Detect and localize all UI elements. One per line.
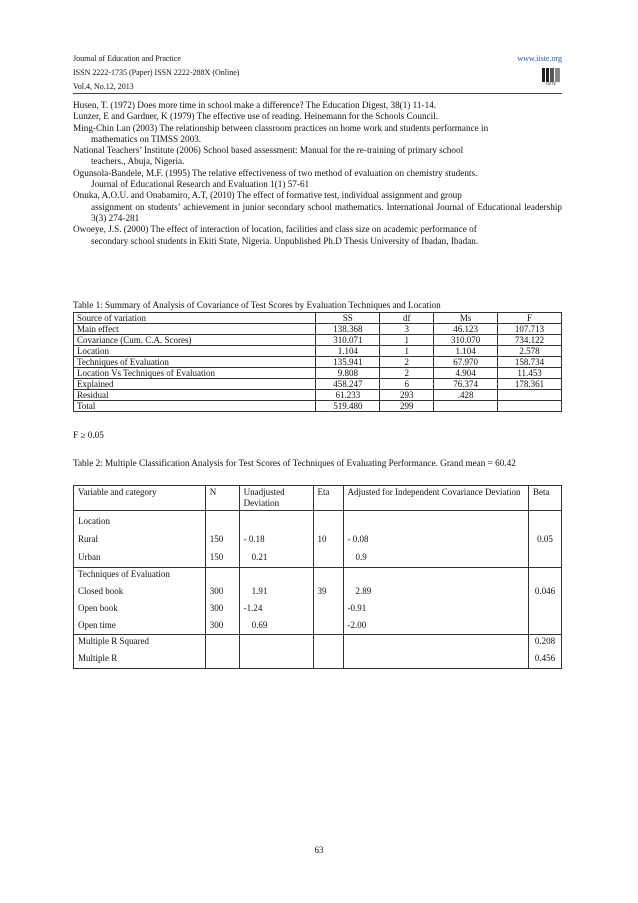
table-cell: 46.123 bbox=[434, 324, 498, 335]
table-cell: 458.247 bbox=[316, 379, 380, 390]
adjusted-cell: 0.9 bbox=[343, 546, 528, 568]
table-cell bbox=[498, 390, 562, 401]
category-cell: Open time bbox=[74, 615, 206, 635]
header-cell: N bbox=[205, 486, 239, 511]
adjusted-cell: - 0.08 bbox=[343, 528, 528, 546]
table-cell: Total bbox=[74, 401, 316, 412]
group-label: Techniques of Evaluation bbox=[74, 568, 206, 582]
beta-cell: 0.05 bbox=[528, 528, 561, 546]
table-cell: Covariance (Cum. C.A. Scores) bbox=[74, 335, 316, 346]
table-cell bbox=[498, 401, 562, 412]
adjusted-cell: -2.00 bbox=[343, 615, 528, 635]
table-row bbox=[74, 528, 562, 546]
table-cell: 310.071 bbox=[316, 335, 380, 346]
category-cell: Closed book bbox=[74, 581, 206, 598]
table-row bbox=[74, 648, 562, 669]
table-cell: 178.361 bbox=[498, 379, 562, 390]
eta-cell: 10 bbox=[313, 528, 343, 546]
table-cell: 135.941 bbox=[316, 357, 380, 368]
header-cell: Source of variation bbox=[74, 313, 316, 324]
table-row bbox=[74, 335, 562, 346]
table-cell: 76.374 bbox=[434, 379, 498, 390]
table-cell: 1.104 bbox=[434, 346, 498, 357]
table-row bbox=[74, 346, 562, 357]
header-cell: Beta bbox=[528, 486, 561, 511]
header-cell: df bbox=[380, 313, 434, 324]
table-cell: Explained bbox=[74, 379, 316, 390]
reference-item: Lunzer, E and Gardner, K (1979) The effective use of reading. Heinemann for the Schools Council. bbox=[73, 111, 439, 122]
table-cell: 107.713 bbox=[498, 324, 562, 335]
table-cell: 2 bbox=[380, 357, 434, 368]
table-cell bbox=[434, 401, 498, 412]
table-cell: 6 bbox=[380, 379, 434, 390]
table-row bbox=[74, 511, 562, 529]
n-cell: 150 bbox=[205, 546, 239, 568]
category-cell: Open book bbox=[74, 598, 206, 615]
table-cell: 2 bbox=[380, 368, 434, 379]
table-row bbox=[74, 368, 562, 379]
table-cell: 11.453 bbox=[498, 368, 562, 379]
journal-url[interactable]: www.iiste.org bbox=[517, 54, 562, 63]
eta-cell: 39 bbox=[313, 581, 343, 598]
header-rule bbox=[73, 93, 562, 94]
table-cell: .428 bbox=[434, 390, 498, 401]
table-cell: 1 bbox=[380, 335, 434, 346]
unadjusted-cell: -1.24 bbox=[239, 598, 313, 615]
table-row bbox=[74, 401, 562, 412]
table1-note: F ≥ 0.05 bbox=[73, 430, 104, 440]
table-cell: Location bbox=[74, 346, 316, 357]
table-row bbox=[74, 598, 562, 615]
header-cell: Eta bbox=[313, 486, 343, 511]
table-cell: Location Vs Techniques of Evaluation bbox=[74, 368, 316, 379]
table-cell: 310.070 bbox=[434, 335, 498, 346]
table-cell: Main effect bbox=[74, 324, 316, 335]
table-header-row bbox=[74, 486, 562, 511]
header-cell: Variable and category bbox=[74, 486, 206, 511]
reference-item: Owoeye, J.S. (2000) The effect of interaction of location, facilities and class size on academic performance of secondary school students in Ekiti State, Nigeria. Unpublished Ph.D Thesis University of Ibadan, Ibadan. bbox=[73, 224, 479, 246]
header-cell: SS bbox=[316, 313, 380, 324]
mca-table bbox=[73, 485, 562, 669]
table-cell: 293 bbox=[380, 390, 434, 401]
stat-value: 0.456 bbox=[528, 648, 561, 669]
table-cell: 1.104 bbox=[316, 346, 380, 357]
ancova-table bbox=[73, 312, 562, 412]
table-row bbox=[74, 390, 562, 401]
unadjusted-cell: - 0.18 bbox=[239, 528, 313, 546]
volume-line: Vol.4, No.12, 2013 bbox=[73, 82, 134, 91]
category-cell: Rural bbox=[74, 528, 206, 546]
n-cell: 150 bbox=[205, 528, 239, 546]
table-cell: 61.233 bbox=[316, 390, 380, 401]
table-cell: 734.122 bbox=[498, 335, 562, 346]
table-cell: 67.970 bbox=[434, 357, 498, 368]
table-row bbox=[74, 324, 562, 335]
issn-line: ISSN 2222-1735 (Paper) ISSN 2222-288X (Online) bbox=[73, 68, 240, 77]
table-header-row bbox=[74, 313, 562, 324]
table-cell: Residual bbox=[74, 390, 316, 401]
n-cell: 300 bbox=[205, 615, 239, 635]
reference-item: Ogunsola-Bandele, M.F. (1995) The relative effectiveness of two method of evaluation on chemistry students. Journal of Educational Research and Evaluation 1(1) 57-61 bbox=[73, 167, 478, 190]
table-cell: 299 bbox=[380, 401, 434, 412]
header-cell: Adjusted for Independent Covariance Deviation bbox=[343, 486, 528, 511]
table-cell: 138.368 bbox=[316, 324, 380, 335]
table2-caption: Table 2: Multiple Classification Analysis for Test Scores of Techniques of Evaluating Performance. Grand mean = 60.42 bbox=[73, 458, 516, 468]
references-list bbox=[73, 100, 562, 247]
header-cell: Ms bbox=[434, 313, 498, 324]
stat-label: Multiple R Squared bbox=[74, 635, 206, 649]
stat-value: 0.208 bbox=[528, 635, 561, 649]
reference-item: National Teachers’ Institute (2006) School based assessment: Manual for the re-training of primary school teachers., Abuja, Nigeria. bbox=[73, 145, 464, 167]
table-cell: 519.480 bbox=[316, 401, 380, 412]
table-cell: 2.578 bbox=[498, 346, 562, 357]
reference-item: Onuka, A.O.U. and Onabamiro, A.T, (2010) The effect of formative test, individual assignment and group assignment on students’ achievement in junior secondary school mathematics. International Journal of Educational leadership 3(3) 274-281 bbox=[73, 190, 562, 223]
logo-text: IISTE bbox=[546, 81, 556, 86]
table-cell: 3 bbox=[380, 324, 434, 335]
table-row bbox=[74, 635, 562, 649]
page-number: 63 bbox=[314, 845, 324, 855]
table-cell: 9.808 bbox=[316, 368, 380, 379]
category-cell: Urban bbox=[74, 546, 206, 568]
header-cell: Unadjusted Deviation bbox=[239, 486, 313, 511]
journal-title: Journal of Education and Practice bbox=[73, 54, 181, 63]
n-cell: 300 bbox=[205, 598, 239, 615]
table-row bbox=[74, 357, 562, 368]
stat-label: Multiple R bbox=[74, 648, 206, 669]
header-cell: F bbox=[498, 313, 562, 324]
table-row bbox=[74, 615, 562, 635]
group-label: Location bbox=[74, 511, 206, 529]
beta-cell: 0.046 bbox=[528, 581, 561, 598]
reference-item: Husen, T. (1972) Does more time in school make a difference? The Education Digest, 38(1) 11-14. bbox=[73, 100, 437, 110]
table-row bbox=[74, 581, 562, 598]
table-row bbox=[74, 546, 562, 568]
table-cell: 1 bbox=[380, 346, 434, 357]
iiste-logo bbox=[540, 64, 562, 86]
unadjusted-cell: 1.91 bbox=[239, 581, 313, 598]
reference-item: Ming-Chin Lan (2003) The relationship between classroom practices on home work and students performance in mathematics on TIMSS 2003. bbox=[73, 122, 489, 144]
table-cell: Techniques of Evaluation bbox=[74, 357, 316, 368]
adjusted-cell: 2.89 bbox=[343, 581, 528, 598]
table1-caption: Table 1: Summary of Analysis of Covariance of Test Scores by Evaluation Techniques and Location bbox=[73, 300, 441, 310]
table-row bbox=[74, 379, 562, 390]
table-cell: 158.734 bbox=[498, 357, 562, 368]
unadjusted-cell: 0.21 bbox=[239, 546, 313, 568]
table-cell: 4.904 bbox=[434, 368, 498, 379]
table-row bbox=[74, 568, 562, 582]
n-cell: 300 bbox=[205, 581, 239, 598]
unadjusted-cell: 0.69 bbox=[239, 615, 313, 635]
adjusted-cell: -0.91 bbox=[343, 598, 528, 615]
